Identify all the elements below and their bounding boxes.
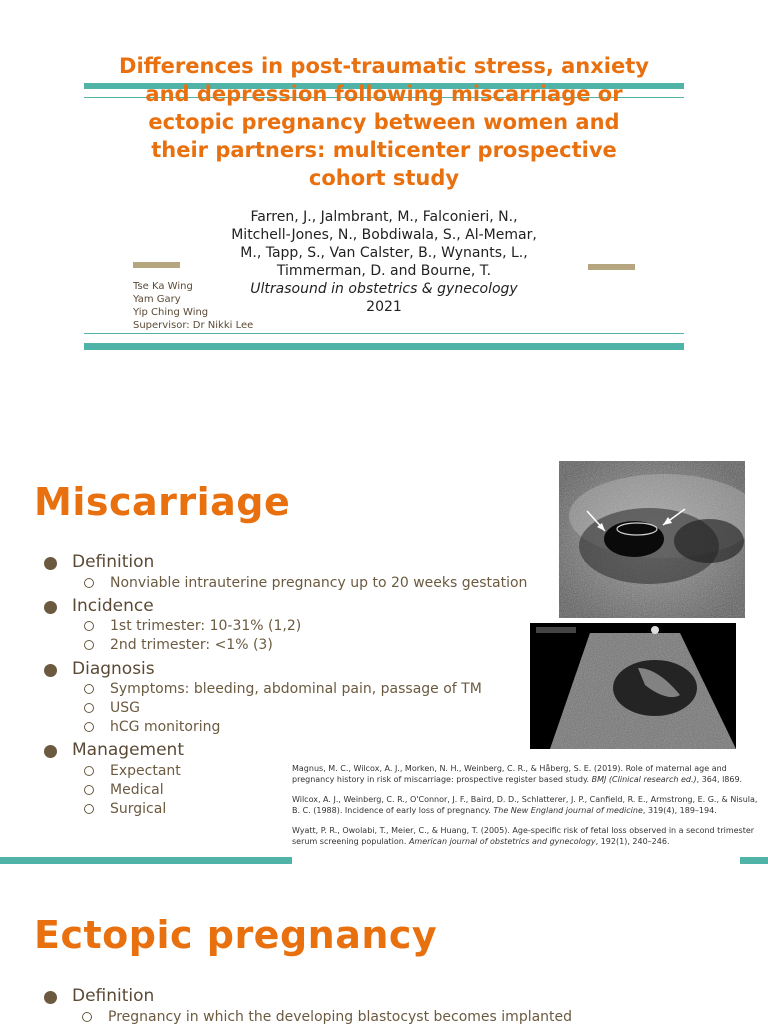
left-tan-bar (133, 262, 180, 268)
sub-bullet-ring (84, 785, 94, 795)
reference-text: Magnus, M. C., Wilcox, A. J., Morken, N. H., Weinberg, C. R., & Håberg, S. E. (2019). Role of maternal age and pregnancy history in risk of miscarriage: prospective register based study. (292, 764, 727, 784)
ultrasound-image-gestational-sac (559, 461, 745, 618)
reference-journal: American journal of obstetrics and gynecology (408, 836, 596, 846)
publication-year: 2021 (366, 299, 402, 315)
reference-journal: BMJ (Clinical research ed.) (591, 774, 697, 784)
sub-bullet (110, 700, 140, 716)
title-line: Differences in post-traumatic stress, anxiety (119, 54, 649, 78)
title-line: cohort study (308, 166, 460, 190)
bullet-label: Definition (72, 986, 155, 1006)
sub-bullet (108, 1009, 572, 1025)
reference-tail: , 364, l869. (696, 774, 743, 784)
bullet-dot (44, 557, 57, 570)
bullet-definition (72, 552, 154, 572)
right-tan-bar (588, 264, 635, 270)
sub-bullet-ring (84, 640, 94, 650)
reference-journal: The New England journal of medicine (493, 805, 643, 815)
bullet-label: Definition (72, 552, 155, 572)
bullet-label: Management (72, 740, 184, 760)
sub-bullet-text: Nonviable intrauterine pregnancy up to 20 weeks gestation (110, 575, 528, 591)
sub-bullet (110, 681, 482, 697)
bullet-incidence (72, 596, 154, 616)
sub-bullet-ring (84, 722, 94, 732)
title-line: and depression following miscarriage or (145, 82, 623, 106)
bullet-dot (44, 601, 57, 614)
sub-bullet-text: Expectant (110, 763, 181, 779)
sub-bullet (110, 618, 301, 634)
bullet-dot (44, 991, 57, 1004)
presenter-name: Tse Ka Wing (133, 281, 193, 292)
bullet-definition (72, 986, 154, 1006)
sub-bullet (110, 719, 220, 735)
sub-bullet-text: 2nd trimester: <1% (3) (110, 637, 273, 653)
sub-bullet (110, 782, 164, 798)
author-line: M., Tapp, S., Van Calster, B., Wynants, L., (240, 245, 528, 261)
presenter-list (133, 280, 253, 332)
sub-bullet-ring (84, 621, 94, 631)
author-line: Timmerman, D. and Bourne, T. (276, 263, 492, 279)
sub-bullet-ring (84, 804, 94, 814)
footer-accent-bar-left (0, 857, 292, 864)
reference-tail: , 192(1), 240–246. (595, 836, 670, 846)
sub-bullet (110, 637, 273, 653)
presenter-name: Yam Gary (133, 294, 181, 305)
bullet-diagnosis (72, 659, 155, 679)
title-line: their partners: multicenter prospective (151, 138, 617, 162)
bottom-accent-bar (84, 343, 684, 350)
bottom-accent-line (84, 333, 684, 334)
title-line: ectopic pregnancy between women and (148, 110, 620, 134)
bullet-dot (44, 745, 57, 758)
sub-bullet (110, 575, 527, 591)
sub-bullet-ring (84, 766, 94, 776)
bullet-label: Incidence (72, 596, 154, 616)
sub-bullet-text: Medical (110, 782, 164, 798)
reference-text: Wilcox, A. J., Weinberg, C. R., O'Connor, J. F., Baird, D. D., Schlatterer, J. P., Canfield, R. E., Armstrong, E. G., & Nisula, B. C. (1988). Incidence of early loss of pregnancy. (292, 795, 758, 815)
slide-heading: Ectopic pregnancy (34, 913, 438, 957)
sub-bullet-ring (84, 578, 94, 588)
paper-title (84, 52, 684, 192)
sub-bullet-text: Pregnancy in which the developing blastocyst becomes implanted (108, 1009, 573, 1025)
sub-bullet (110, 763, 181, 779)
sub-bullet (110, 801, 166, 817)
references (292, 764, 762, 857)
supervisor-name: Supervisor: Dr Nikki Lee (133, 320, 254, 331)
authors-block (200, 208, 568, 316)
sub-bullet-ring (84, 684, 94, 694)
sub-bullet-ring (82, 1012, 92, 1022)
sub-bullet-ring (84, 703, 94, 713)
presenter-name: Yip Ching Wing (133, 307, 209, 318)
footer-accent-bar-right (740, 857, 768, 864)
reference-tail: , 319(4), 189–194. (642, 805, 717, 815)
sub-bullet-text: hCG monitoring (110, 719, 221, 735)
author-line: Mitchell-Jones, N., Bobdiwala, S., Al-Memar, (231, 227, 537, 243)
sub-bullet-text: 1st trimester: 10-31% (1,2) (110, 618, 302, 634)
sub-bullet-text: Symptoms: bleeding, abdominal pain, passage of TM (110, 681, 482, 697)
sub-bullet-text: Surgical (110, 801, 167, 817)
reference-item (292, 826, 762, 847)
ultrasound-image-fetal-pole (530, 623, 736, 749)
bullet-label: Diagnosis (72, 659, 155, 679)
sub-bullet-text: USG (110, 700, 140, 716)
slide-heading: Miscarriage (34, 480, 291, 524)
reference-text: Wyatt, P. R., Owolabi, T., Meier, C., & Huang, T. (2005). Age-specific risk of fetal loss observed in a second trimester serum screening population. (292, 826, 755, 846)
bullet-management (72, 740, 184, 760)
bullet-dot (44, 664, 57, 677)
author-line: Farren, J., Jalmbrant, M., Falconieri, N., (250, 209, 518, 225)
reference-item (292, 795, 762, 816)
reference-item (292, 764, 762, 785)
journal-name: Ultrasound in obstetrics & gynecology (250, 281, 518, 297)
